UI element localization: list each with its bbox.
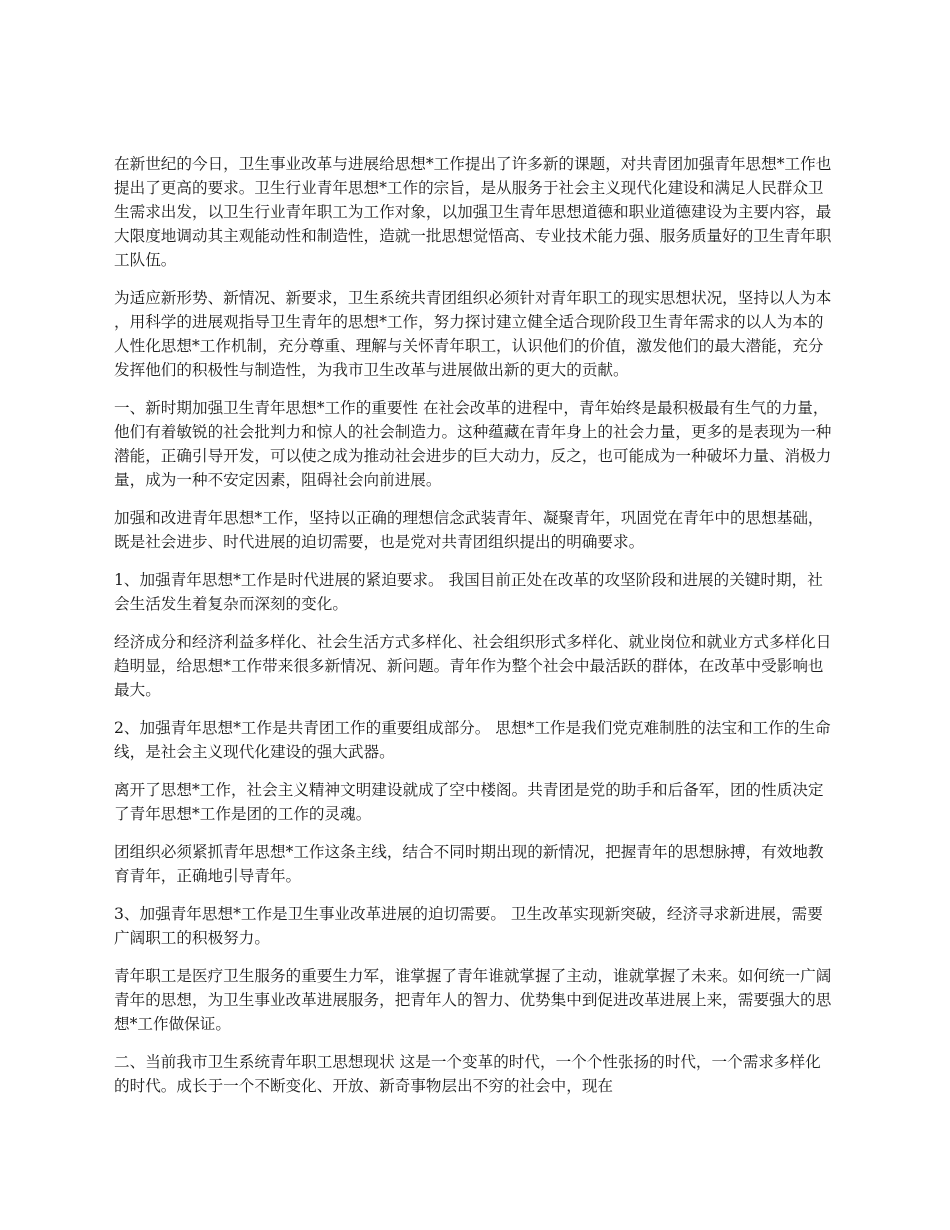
paragraph-workforce: 青年职工是医疗卫生服务的重要生力军，谁掌握了青年谁就掌握了主动，谁就掌握了未来。如何统一广阔青年的思想，为卫生事业改革进展服务，把青年人的智力、优势集中到促进改革进展上来，需要强大的思想*工作做保证。: [114, 967, 832, 1033]
paragraph-section-1: 一、新时期加强卫生青年思想*工作的重要性 在社会改革的进程中，青年始终是最积极最有生气的力量，他们有着敏锐的社会批判力和惊人的社会制造力。这种蕴藏在青年身上的社会力量，更多的是表现为一种潜能，正确引导开发，可以使之成为推动社会进步的巨大动力，反之，也可能成为一种破坏力量、消极力量，成为一种不安定因素，阻碍社会向前进展。: [114, 399, 832, 489]
paragraph-point-1: 1、加强青年思想*工作是时代进展的紧迫要求。 我国目前正处在改革的攻坚阶段和进展的关键时期，社会生活发生着复杂而深刻的变化。: [114, 571, 823, 613]
paragraph-strengthen: 加强和改进青年思想*工作，坚持以正确的理想信念武装青年、凝聚青年，巩固党在青年中的思想基础，既是社会进步、时代进展的迫切需要，也是党对共青团组织提出的明确要求。: [114, 509, 824, 551]
paragraph-guidance: 团组织必须紧抓青年思想*工作这条主线，结合不同时期出现的新情况，把握青年的思想脉搏，有效地教育青年，正确地引导青年。: [114, 843, 824, 885]
paragraph-league: 离开了思想*工作，社会主义精神文明建设就成了空中楼阁。共青团是党的助手和后备军，团的性质决定了青年思想*工作是团的工作的灵魂。: [114, 781, 824, 823]
paragraph-economy: 经济成分和经济利益多样化、社会生活方式多样化、社会组织形式多样化、就业岗位和就业方式多样化日趋明显，给思想*工作带来很多新情况、新问题。青年作为整个社会中最活跃的群体，在改革中受影响也最大。: [114, 633, 832, 699]
paragraph-section-2: 二、当前我市卫生系统青年职工思想现状 这是一个变革的时代，一个个性张扬的时代，一个需求多样化的时代。成长于一个不断变化、开放、新奇事物层出不穷的社会中，现在: [114, 1053, 821, 1095]
paragraph-intro: 在新世纪的今日，卫生事业改革与进展给思想*工作提出了许多新的课题，对共青团加强青年思想*工作也提出了更高的要求。卫生行业青年思想*工作的宗旨，是从服务于社会主义现代化建设和满足人民群众卫生需求出发，以卫生行业青年职工为工作对象，以加强卫生青年思想道德和职业道德建设为主要内容，最大限度地调动其主观能动性和制造性，造就一批思想觉悟高、专业技术能力强、服务质量好的卫生青年职工队伍。: [114, 155, 832, 269]
paragraph-adapt: 为适应新形势、新情况、新要求，卫生系统共青团组织必须针对青年职工的现实思想状况，坚持以人为本，用科学的进展观指导卫生青年的思想*工作，努力探讨建立健全适合现阶段卫生青年需求的以人为本的人性化思想*工作机制，充分尊重、理解与关怀青年职工，认识他们的价值，激发他们的最大潜能，充分发挥他们的积极性与制造性，为我市卫生改革与进展做出新的更大的贡献。: [114, 289, 832, 379]
document-body: [114, 152, 832, 1112]
paragraph-point-2: 2、加强青年思想*工作是共青团工作的重要组成部分。 思想*工作是我们党克难制胜的法宝和工作的生命线，是社会主义现代化建设的强大武器。: [114, 719, 831, 761]
paragraph-point-3: 3、加强青年思想*工作是卫生事业改革进展的迫切需要。 卫生改革实现新突破，经济寻求新进展，需要广阔职工的积极努力。: [114, 905, 823, 947]
